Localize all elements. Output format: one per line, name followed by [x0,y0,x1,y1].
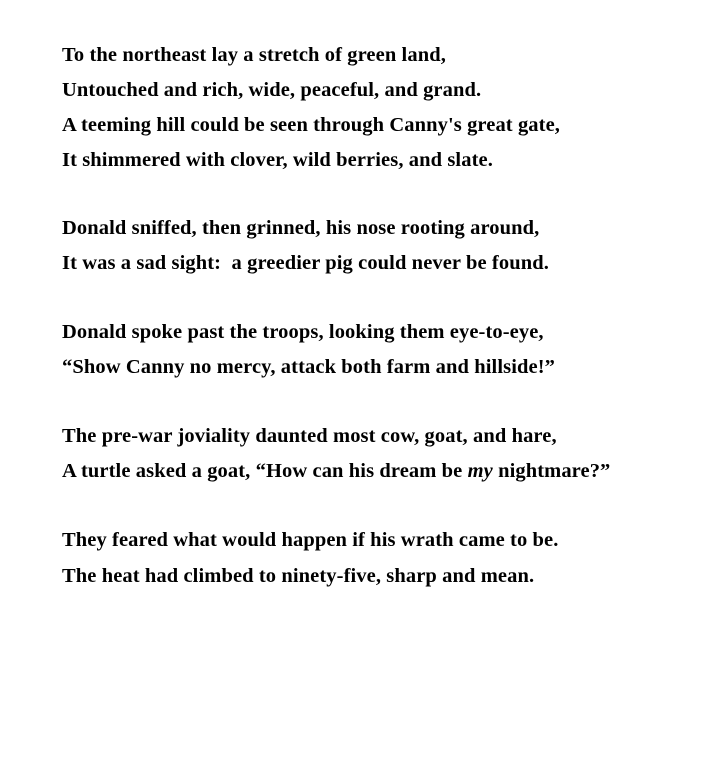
poem-line: The pre-war joviality daunted most cow, goat, and hare, [62,424,557,447]
poem-line: It shimmered with clover, wild berries, and slate. [62,148,493,171]
poem-line: Donald spoke past the troops, looking them eye-to-eye, [62,321,544,344]
poem-line: To the northeast lay a stretch of green land, [62,44,446,66]
poem-line: “Show Canny no mercy, attack both farm and hillside!” [62,355,555,378]
poem-line: Donald sniffed, then grinned, his nose rooting around, [62,217,540,240]
poem-line: A teeming hill could be seen through Canny's great gate, [62,113,560,136]
poem-line: It was a sad sight: a greedier pig could never be found. [62,252,549,275]
poem-line-italic: A turtle asked a goat, “How can his dream be my nightmare?” [62,460,611,482]
stanza [62,523,690,595]
stanza [62,419,690,490]
poem-line: They feared what would happen if his wrath came to be. [62,529,559,552]
poem-line: The heat had climbed to ninety-five, sharp and mean. [62,565,535,588]
stanza [62,315,690,385]
stanza [62,211,690,281]
poem-line: Untouched and rich, wide, peaceful, and grand. [62,78,482,101]
stanza [62,38,690,177]
